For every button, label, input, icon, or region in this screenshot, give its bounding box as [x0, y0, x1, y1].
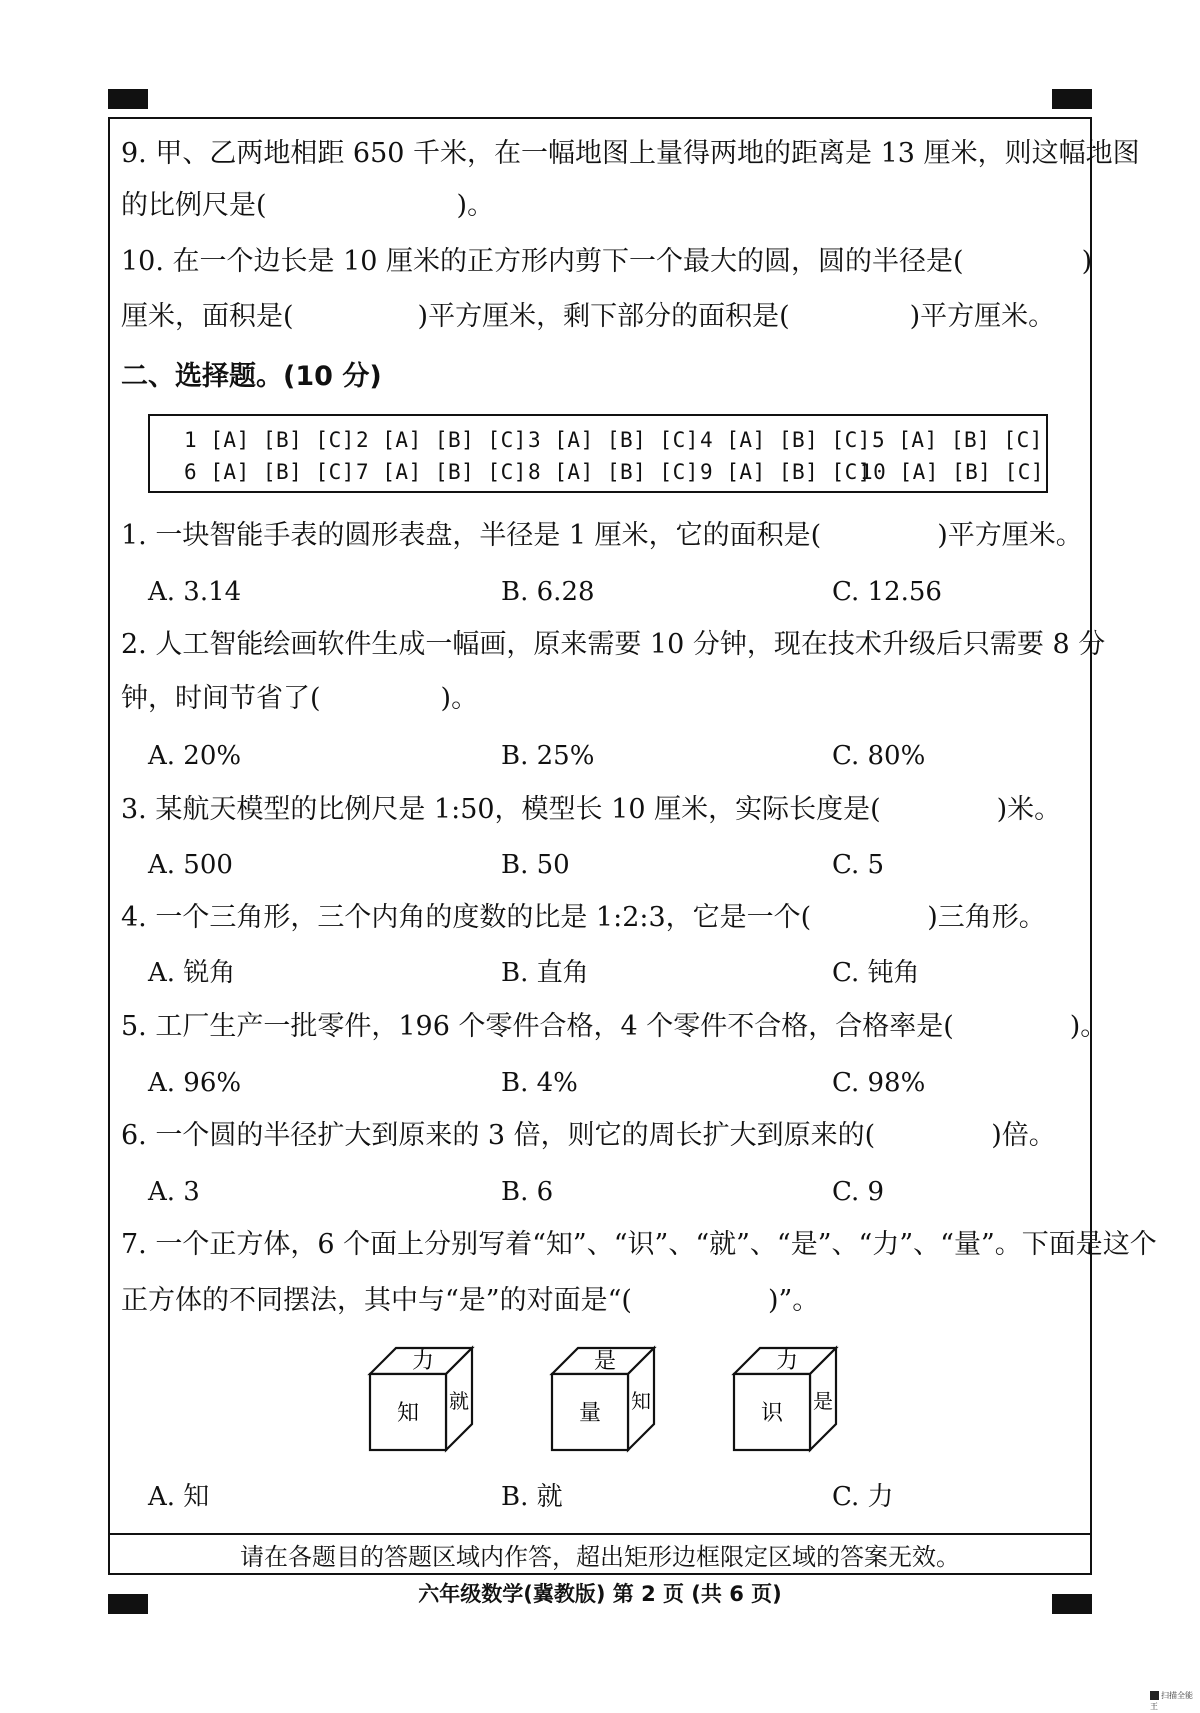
question-10-text-c: )平方厘米。 — [909, 301, 1056, 332]
page-footer: 六年级数学(冀教版) 第 2 页 (共 6 页) — [418, 1582, 782, 1606]
question-2-text: 钟，时间节省了( — [121, 683, 321, 714]
answer-sheet-cell[interactable]: 10 [A] [B] [C] — [860, 460, 1045, 484]
question-9-text: 的比例尺是( — [121, 190, 267, 221]
question-10-text-b: )平方厘米，剩下部分的面积是( — [417, 301, 790, 332]
scanner-stamp-text: 扫描全能王 — [1150, 1691, 1193, 1711]
option-b[interactable]: B. 50 — [501, 850, 570, 880]
question-9-text-end: )。 — [456, 190, 495, 221]
option-a[interactable]: A. 96% — [148, 1068, 242, 1098]
answer-area-notice: 请在各题目的答题区域内作答，超出矩形边框限定区域的答案无效。 — [108, 1535, 1092, 1575]
cube-front-label: 知 — [396, 1401, 420, 1426]
cube-side-label: 知 — [631, 1389, 651, 1413]
question-1-text: 1. 一块智能手表的圆形表盘，半径是 1 厘米，它的面积是( — [121, 520, 822, 551]
option-c[interactable]: C. 5 — [832, 850, 885, 880]
question-4-text: 4. 一个三角形，三个内角的度数的比是 1:2:3，它是一个( — [121, 902, 812, 933]
cube-figure-1 — [366, 1344, 476, 1460]
scanner-stamp — [1150, 1690, 1200, 1712]
question-4-line — [121, 900, 1046, 936]
cube-front-label: 识 — [760, 1401, 784, 1426]
cube-top-label: 力 — [775, 1349, 799, 1374]
question-10-text-a: 厘米，面积是( — [121, 301, 294, 332]
question-9-line-1: 9. 甲、乙两地相距 650 千米，在一幅地图上量得两地的距离是 13 厘米，则这幅地图 — [121, 138, 1140, 169]
cube-top-label: 力 — [411, 1349, 435, 1374]
option-c[interactable]: C. 钝角 — [832, 958, 920, 988]
option-c[interactable]: C. 98% — [832, 1068, 926, 1098]
answer-sheet-box — [148, 414, 1048, 493]
cube-side-label: 是 — [813, 1389, 833, 1413]
cube-figure-3 — [730, 1344, 840, 1460]
option-b[interactable]: B. 4% — [501, 1068, 578, 1098]
question-4-text-end: )三角形。 — [927, 902, 1046, 933]
option-a[interactable]: A. 3.14 — [148, 577, 242, 607]
question-3-text: 3. 某航天模型的比例尺是 1:50，模型长 10 厘米，实际长度是( — [121, 794, 881, 825]
question-3-line — [121, 792, 1061, 828]
answer-sheet-cell[interactable]: 2 [A] [B] [C] — [356, 428, 527, 452]
cube-top-label: 是 — [593, 1349, 617, 1374]
option-a[interactable]: A. 20% — [148, 741, 242, 771]
answer-sheet-cell[interactable]: 3 [A] [B] [C] — [528, 428, 699, 452]
cube-drawing — [548, 1344, 658, 1456]
option-a[interactable]: A. 3 — [148, 1177, 200, 1207]
option-b[interactable]: B. 就 — [501, 1482, 563, 1512]
answer-sheet-cell[interactable]: 7 [A] [B] [C] — [356, 460, 527, 484]
cube-figure-2 — [548, 1344, 658, 1460]
option-a[interactable]: A. 500 — [148, 850, 233, 880]
answer-sheet-cell[interactable]: 5 [A] [B] [C] — [872, 428, 1043, 452]
cube-front-label: 量 — [578, 1401, 602, 1426]
option-b[interactable]: B. 25% — [501, 741, 595, 771]
question-2-line-2 — [121, 681, 478, 717]
option-c[interactable]: C. 80% — [832, 741, 926, 771]
question-7-text: 正方体的不同摆法，其中与“是”的对面是“( — [121, 1285, 632, 1316]
question-6-text: 6. 一个圆的半径扩大到原来的 3 倍，则它的周长扩大到原来的( — [121, 1120, 876, 1151]
answer-sheet-cell[interactable]: 1 [A] [B] [C] — [184, 428, 355, 452]
question-3-text-end: )米。 — [996, 794, 1062, 825]
question-7-line-2 — [121, 1283, 819, 1319]
answer-sheet-cell[interactable]: 9 [A] [B] [C] — [700, 460, 871, 484]
option-c[interactable]: C. 力 — [832, 1482, 894, 1512]
question-10-text-end: ) — [1081, 246, 1093, 277]
question-6-text-end: )倍。 — [991, 1120, 1056, 1151]
section-heading: 二、选择题。(10 分) — [121, 361, 382, 392]
question-5-text-end: )。 — [1069, 1011, 1108, 1042]
answer-sheet-cell[interactable]: 6 [A] [B] [C] — [184, 460, 355, 484]
question-6-line — [121, 1118, 1056, 1154]
cube-drawing — [730, 1344, 840, 1456]
option-b[interactable]: B. 直角 — [501, 958, 589, 988]
question-5-text: 5. 工厂生产一批零件，196 个零件合格，4 个零件不合格，合格率是( — [121, 1011, 954, 1042]
answer-sheet-cell[interactable]: 4 [A] [B] [C] — [700, 428, 871, 452]
question-5-line — [121, 1009, 1107, 1045]
question-1-line — [121, 518, 1083, 554]
option-a[interactable]: A. 知 — [148, 1482, 210, 1512]
registration-mark-top-left — [108, 89, 148, 109]
question-9-line-2 — [121, 188, 494, 224]
answer-sheet-cell[interactable]: 8 [A] [B] [C] — [528, 460, 699, 484]
question-7-text-end: )”。 — [767, 1285, 820, 1316]
registration-mark-top-right — [1052, 89, 1092, 109]
option-b[interactable]: B. 6.28 — [501, 577, 595, 607]
question-10-text: 10. 在一个边长是 10 厘米的正方形内剪下一个最大的圆，圆的半径是( — [121, 246, 964, 277]
option-c[interactable]: C. 12.56 — [832, 577, 942, 607]
question-10-line-2 — [121, 299, 1055, 335]
option-a[interactable]: A. 锐角 — [148, 958, 236, 988]
question-1-text-end: )平方厘米。 — [937, 520, 1083, 551]
option-b[interactable]: B. 6 — [501, 1177, 554, 1207]
question-2-text-end: )。 — [440, 683, 479, 714]
question-10-line-1 — [121, 244, 1092, 280]
cube-side-label: 就 — [449, 1389, 469, 1413]
question-7-line-1: 7. 一个正方体，6 个面上分别写着“知”、“识”、“就”、“是”、“力”、“量”。下面是这个 — [121, 1229, 1157, 1260]
cube-drawing — [366, 1344, 476, 1456]
scanner-logo-icon — [1150, 1691, 1159, 1700]
question-2-line-1: 2. 人工智能绘画软件生成一幅画，原来需要 10 分钟，现在技术升级后只需要 8 分 — [121, 629, 1106, 660]
option-c[interactable]: C. 9 — [832, 1177, 885, 1207]
